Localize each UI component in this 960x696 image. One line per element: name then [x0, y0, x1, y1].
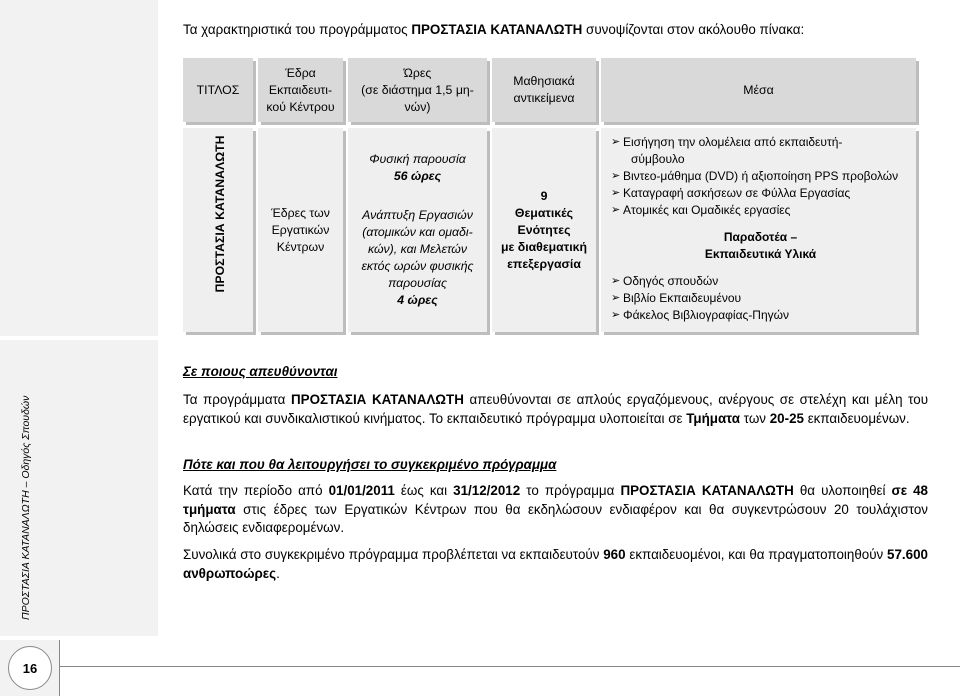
arrow-bullet-icon: ➢ — [611, 204, 621, 216]
header-seat-line: κού Κέντρου — [266, 99, 335, 114]
text: Τα προγράμματα — [183, 392, 292, 407]
hours-remote-line: κών), και Μελετών — [367, 242, 468, 256]
text-bold: 57.600 ανθρωποώρες — [183, 547, 928, 581]
row-seat-line: Εργατικών — [271, 222, 330, 237]
media-bullet — [611, 134, 842, 151]
text: εκπαιδευομένοι, και θα πραγματοποιηθούν — [625, 547, 888, 562]
text: στις έδρες των Εργατικών Κέντρων που θα εκδηλώσουν ενδιαφέρον και θα συγκεντρώσουν 20 τουλάχιστον δηλώσεις ενδιαφερομένων. — [183, 501, 928, 535]
text: των — [740, 410, 770, 426]
text-bold: ΠΡΟΣΤΑΣΙΑ ΚΑΤΑΝΑΛΩΤΗ — [291, 392, 464, 407]
deliverables-heading — [611, 219, 910, 273]
header-media — [601, 58, 916, 122]
media-bullet — [611, 202, 790, 219]
media-item: Εισήγηση την ολομέλεια από εκπαιδευτή- — [623, 135, 843, 149]
media-item: Καταγραφή ασκήσεων σε Φύλλα Εργασίας — [623, 186, 851, 200]
hours-remote-value: 4 ώρες — [397, 293, 438, 307]
media-bullet — [611, 273, 718, 290]
objectives-line: Θεματικές — [514, 205, 574, 220]
left-margin-strip — [0, 0, 158, 336]
hours-remote-line: εκτός ωρών φυσικής — [361, 259, 474, 273]
objectives-line: με διαθεματική — [500, 239, 588, 254]
row-media-cell — [601, 128, 916, 332]
text-bold: 960 — [603, 547, 626, 562]
header-seat — [258, 58, 343, 122]
row-hours-cell — [348, 128, 487, 332]
deliverable-item: Οδηγός σπουδών — [623, 274, 719, 288]
section-audience-title: Σε ποιους απευθύνονται — [183, 364, 338, 379]
header-hours-line: Ώρες — [403, 65, 432, 80]
intro-text-end: συνοψίζονται στον ακόλουθο πίνακα: — [582, 22, 805, 37]
arrow-bullet-icon: ➢ — [611, 187, 621, 199]
header-seat-line: Εκπαιδευτι- — [268, 82, 333, 97]
media-item: Βιντεο-μάθημα (DVD) ή αξιοποίηση PPS προβολών — [623, 169, 899, 183]
header-title — [183, 58, 253, 122]
text: Κατά την περίοδο από — [183, 483, 329, 498]
hours-physical-value: 56 ώρες — [393, 169, 442, 183]
header-hours-line: νών) — [404, 99, 431, 114]
media-bullet — [611, 307, 789, 324]
hours-physical-label: Φυσική παρουσία — [369, 152, 466, 166]
intro-program: ΠΡΟΣΤΑΣΙΑ ΚΑΤΑΝΑΛΩΤΗ — [411, 22, 583, 37]
header-hours-line: (σε διάστημα 1,5 μη- — [361, 82, 474, 97]
header-media-text: Μέσα — [743, 82, 774, 97]
section-schedule-paragraph-2 — [183, 546, 928, 583]
text: έως και — [394, 483, 454, 498]
text-bold: ΠΡΟΣΤΑΣΙΑ ΚΑΤΑΝΑΛΩΤΗ — [620, 483, 794, 498]
media-bullet — [611, 185, 850, 202]
deliverable-item: Φάκελος Βιβλιογραφίας-Πηγών — [623, 308, 790, 322]
header-objectives — [492, 58, 596, 122]
header-title-text: ΤΙΤΛΟΣ — [196, 82, 240, 97]
media-item: Ατομικές και Ομαδικές εργασίες — [623, 203, 791, 217]
row-title: ΠΡΟΣΤΑΣΙΑ ΚΑΤΑΝΑΛΩΤΗ — [213, 135, 227, 293]
media-item-continuation: σύμβουλο — [631, 152, 685, 166]
media-bullet — [611, 290, 741, 307]
row-seat-line: Κέντρων — [276, 239, 325, 254]
arrow-bullet-icon: ➢ — [611, 292, 621, 304]
objectives-line: επεξεργασία — [507, 256, 581, 271]
header-objectives-line: Μαθησιακά — [513, 74, 575, 88]
section-schedule-title: Πότε και που θα λειτουργήσει το συγκεκριμένο πρόγραμμα — [183, 457, 557, 472]
side-caption: ΠΡΟΣΤΑΣΙΑ ΚΑΤΑΝΑΛΩΤΗ – Οδηγός Σπουδών — [20, 395, 32, 620]
footer-rule — [60, 666, 960, 667]
hours-remote-line: παρουσίας — [388, 276, 447, 290]
text: εκπαιδευομένων. — [803, 410, 910, 426]
arrow-bullet-icon: ➢ — [611, 275, 621, 287]
intro-sentence — [183, 22, 804, 37]
row-objectives-cell — [492, 128, 596, 332]
text: . — [276, 565, 280, 581]
header-objectives-line: αντικείμενα — [513, 91, 575, 105]
text: θα υλοποιηθεί — [793, 483, 892, 498]
text: απευθύνονται σε απλούς εργαζόμενους, ανέργους σε στελέχη και μέλη του εργατικού και συνδικαλιστικού κινήματος. Το εκπαιδευτικό πρόγραμμα υλοποιείται σε — [183, 392, 929, 426]
arrow-bullet-icon: ➢ — [611, 309, 621, 321]
text: το πρόγραμμα — [520, 483, 621, 498]
hours-remote-line: (ατομικών και ομαδι- — [362, 225, 473, 239]
text-bold: 01/01/2011 — [328, 483, 395, 498]
intro-text: Τα χαρακτηριστικά του προγράμματος — [183, 22, 412, 37]
text-bold: 31/12/2012 — [453, 483, 521, 498]
deliverable-item: Βιβλίο Εκπαιδευμένου — [623, 291, 742, 305]
text-bold: 20-25 — [769, 410, 804, 426]
section-audience-paragraph — [183, 391, 928, 428]
arrow-bullet-icon: ➢ — [611, 170, 621, 182]
header-hours — [348, 58, 487, 122]
deliverables-line: Παραδοτέα – — [723, 230, 798, 244]
media-bullet — [611, 168, 898, 185]
hours-remote-line: Ανάπτυξη Εργασιών — [362, 208, 473, 222]
page-number: 16 — [8, 646, 52, 690]
section-schedule-paragraph — [183, 482, 928, 538]
arrow-bullet-icon: ➢ — [611, 136, 621, 148]
objectives-line: Ενότητες — [517, 222, 571, 237]
objectives-line: 9 — [540, 188, 548, 203]
row-seat-line: Έδρες των — [271, 205, 330, 220]
deliverables-line: Εκπαιδευτικά Υλικά — [704, 247, 817, 261]
text-bold: Τμήματα — [686, 410, 741, 426]
text: Συνολικά στο συγκεκριμένο πρόγραμμα προβλέπεται να εκπαιδευτούν — [183, 547, 604, 562]
row-seat-cell — [258, 128, 343, 332]
text-bold: σε 48 τμήματα — [183, 483, 928, 517]
header-seat-line: Έδρα — [285, 65, 316, 80]
